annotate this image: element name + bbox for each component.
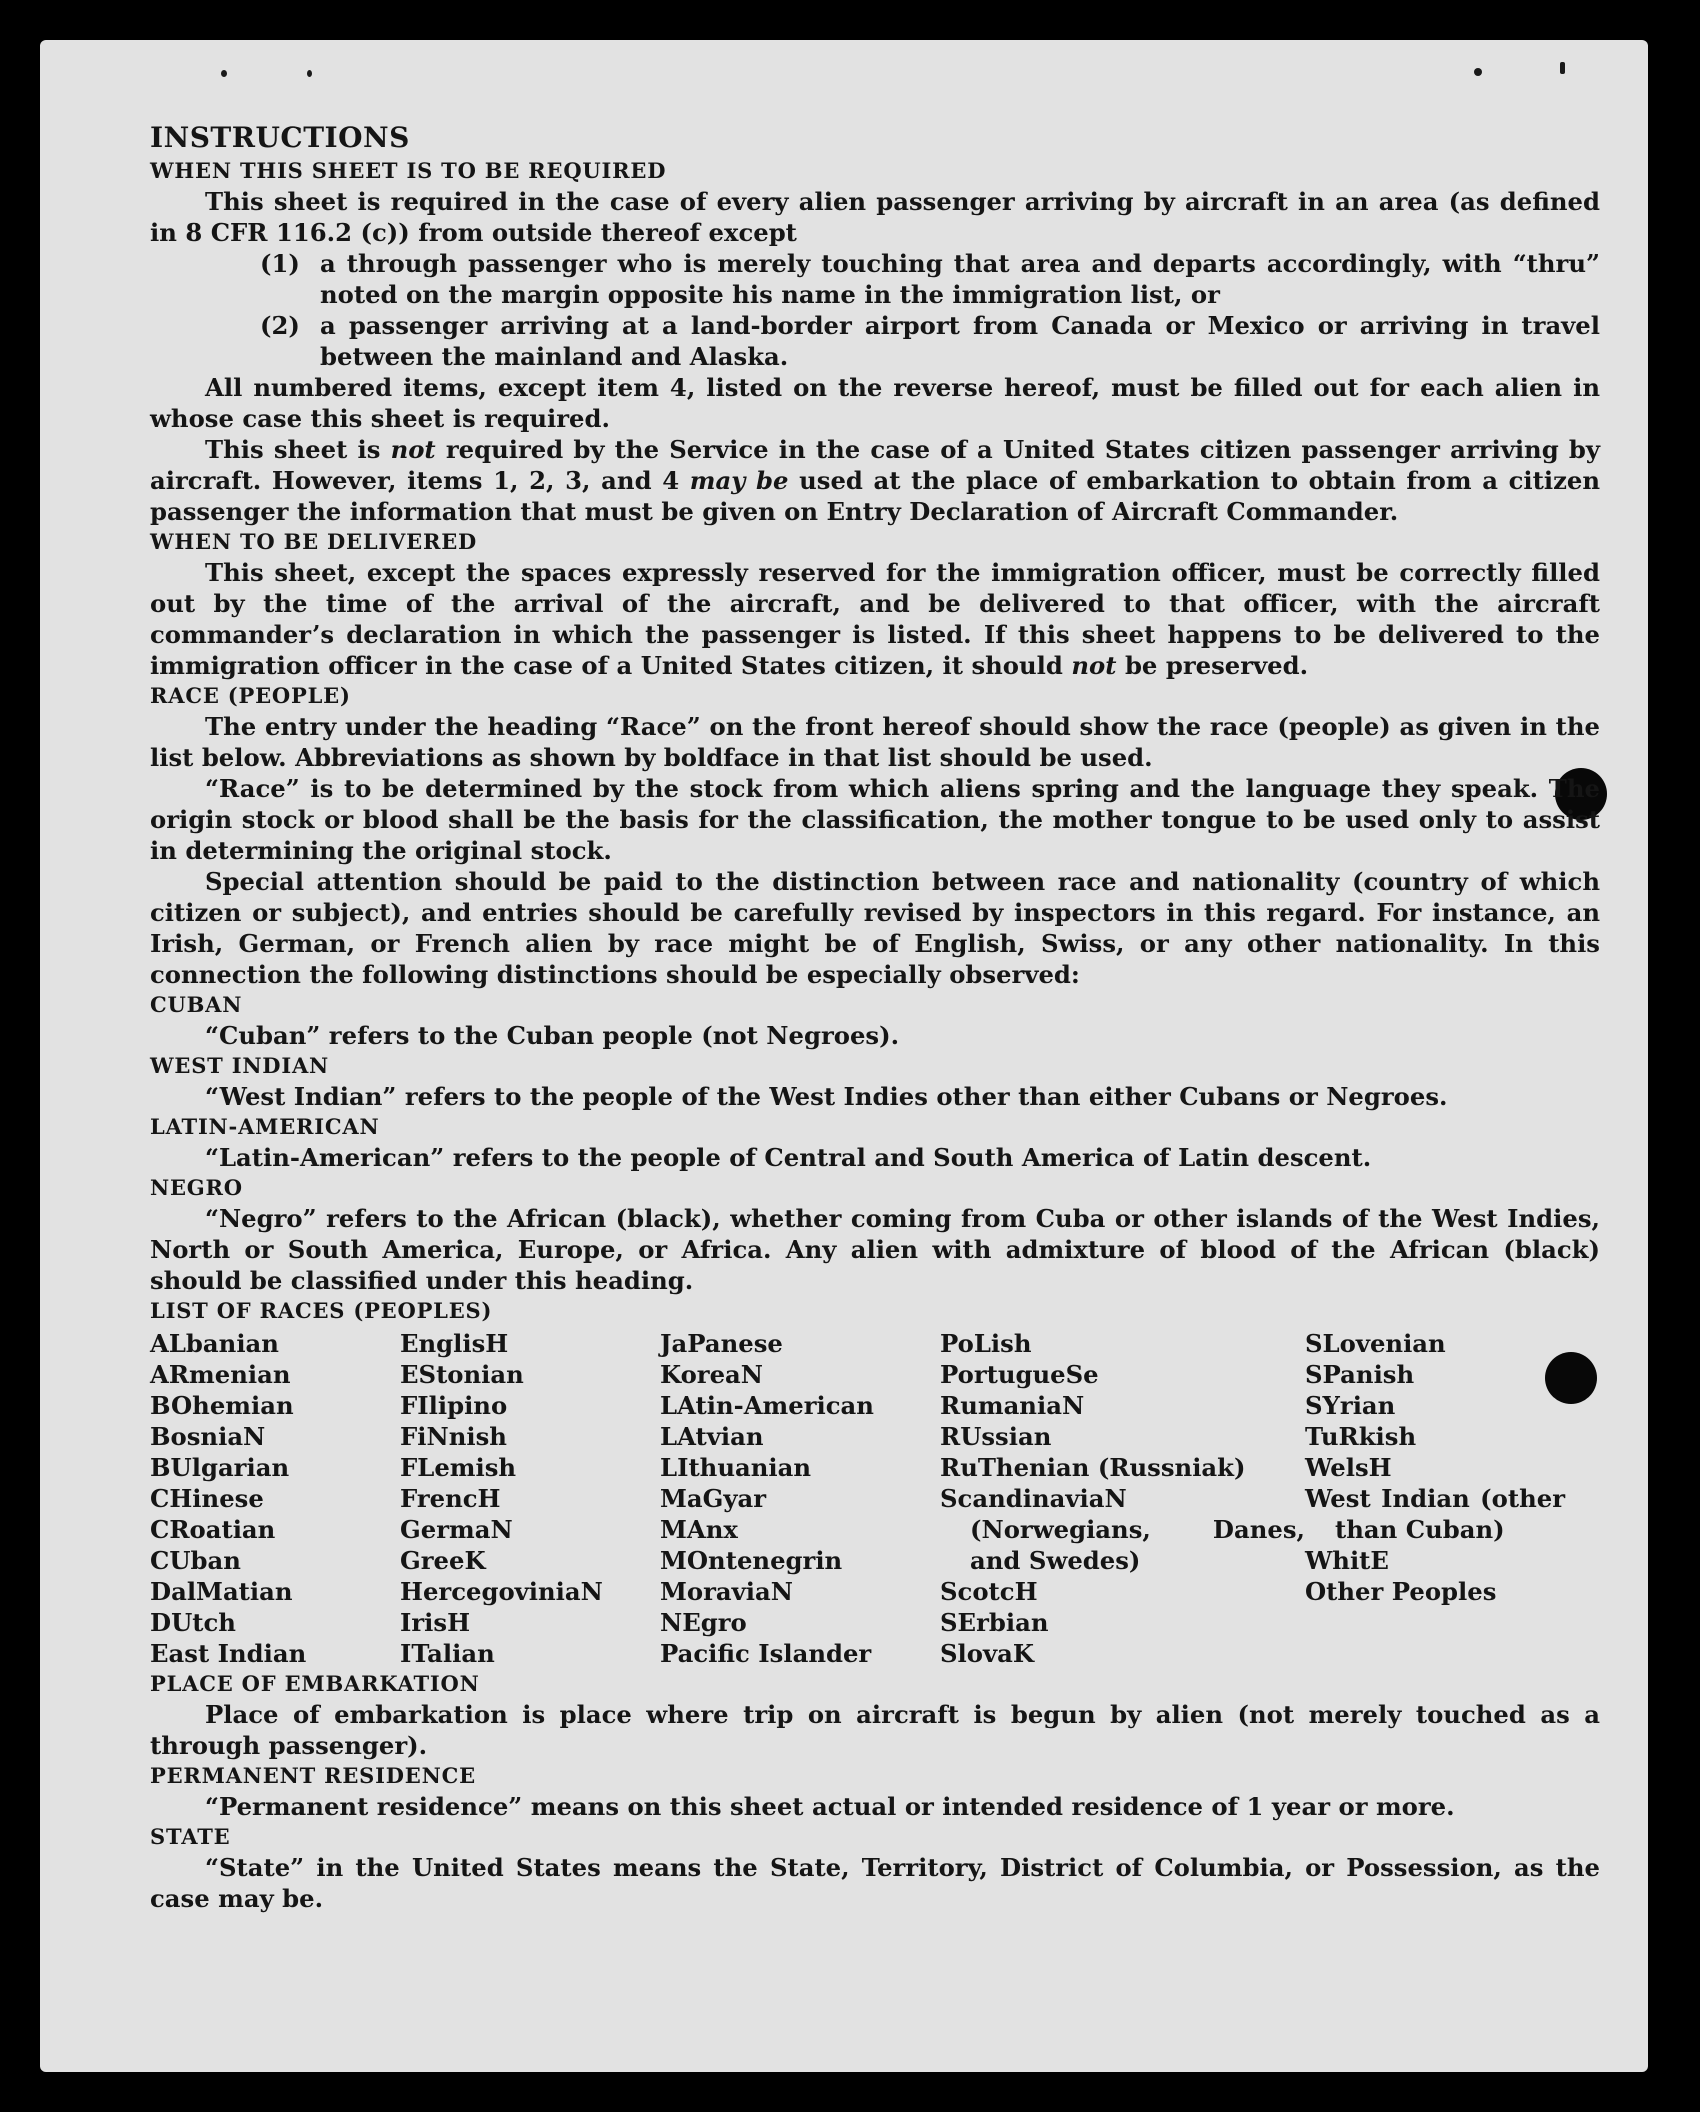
speck (307, 70, 312, 77)
race-entry: FiNnish (400, 1422, 507, 1451)
race-list (150, 1328, 1600, 1669)
race-entry: RUssian (940, 1422, 1052, 1451)
paragraph: All numbered items, except item 4, listed on the reverse hereof, must be filled out for each alien in whose case this sheet is required. (150, 373, 1600, 433)
race-entry: ScandinaviaN (Norwegians, Danes, and Swedes) (940, 1484, 1305, 1575)
race-column-3 (660, 1328, 940, 1669)
text-run: This sheet is (205, 435, 391, 464)
race-entry: LIthuanian (660, 1453, 812, 1482)
race-entry: LAtvian (660, 1422, 764, 1451)
list-item (150, 310, 1600, 372)
section-heading: WHEN THIS SHEET IS TO BE REQUIRED (150, 158, 667, 183)
paragraph: “Latin-American” refers to the people of Central and South America of Latin descent. (205, 1143, 1372, 1172)
paragraph: “Cuban” refers to the Cuban people (not Negroes). (205, 1021, 900, 1050)
paragraph: “Permanent residence” means on this sheet actual or intended residence of 1 year or more. (205, 1792, 1455, 1821)
document-page (40, 40, 1648, 2072)
race-entry: LAtin-American (660, 1391, 874, 1420)
paragraph: “West Indian” refers to the people of the West Indies other than either Cubans or Negroes. (205, 1082, 1448, 1111)
paragraph: The entry under the heading “Race” on the front hereof should show the race (people) as given in the list below. Abbreviations as shown by boldface in that list should be used. (150, 712, 1600, 772)
section-heading: WEST INDIAN (150, 1053, 330, 1078)
race-column-1 (150, 1328, 400, 1669)
text-run: required by the Service in the case of a United States citizen passenger arriving by aircraft. However, items 1, 2, 3, and 4 (150, 435, 1600, 495)
race-entry: SErbian (940, 1608, 1049, 1637)
race-entry: MoraviaN (660, 1577, 793, 1606)
race-entry: BosniaN (150, 1422, 266, 1451)
text-run: be preserved. (1116, 651, 1309, 680)
race-entry: NEgro (660, 1608, 747, 1637)
race-entry: CRoatian (150, 1515, 276, 1544)
race-entry: TuRkish (1305, 1422, 1417, 1451)
paragraph: “Negro” refers to the African (black), whether coming from Cuba or other islands of the West Indies, North or South America, Europe, or Africa. Any alien with admixture of blood of the African (black) should be classified under this heading. (150, 1204, 1600, 1295)
paragraph: “Race” is to be determined by the stock from which aliens spring and the language they speak. The origin stock or blood shall be the basis for the classification, the mother tongue to be used only to assist in determining the original stock. (150, 774, 1600, 865)
race-entry: MaGyar (660, 1484, 767, 1513)
paragraph: This sheet is required in the case of every alien passenger arriving by aircraft in an area (as defined in 8 CFR 116.2 (c)) from outside thereof except (150, 187, 1600, 247)
race-entry: DUtch (150, 1608, 236, 1637)
text-run-italic: may be (689, 466, 789, 495)
instructions-text (150, 120, 1600, 1914)
item-number: (2) (260, 311, 300, 340)
list-item (150, 248, 1600, 310)
race-entry: HercegoviniaN (400, 1577, 603, 1606)
section-heading: LATIN-AMERICAN (150, 1114, 380, 1139)
race-entry: West Indian (other than Cuban) (1305, 1484, 1565, 1544)
race-entry: ITalian (400, 1639, 495, 1668)
race-entry: WelsH (1305, 1453, 1392, 1482)
race-column-2 (400, 1328, 660, 1669)
paragraph: Place of embarkation is place where trip on aircraft is begun by alien (not merely touched as a through passenger). (150, 1700, 1600, 1760)
speck (1560, 62, 1565, 74)
race-entry: FLemish (400, 1453, 517, 1482)
section-heading: PERMANENT RESIDENCE (150, 1763, 476, 1788)
race-entry: PoLish (940, 1329, 1032, 1358)
paragraph (150, 557, 1600, 681)
race-entry: SlovaK (940, 1639, 1034, 1668)
section-heading: STATE (150, 1824, 231, 1849)
race-entry: BOhemian (150, 1391, 294, 1420)
race-entry: RumaniaN (940, 1391, 1085, 1420)
race-entry: EStonian (400, 1360, 524, 1389)
section-heading: PLACE OF EMBARKATION (150, 1671, 480, 1696)
race-entry: WhitE (1305, 1546, 1389, 1575)
race-entry: MAnx (660, 1515, 738, 1544)
race-entry: IrisH (400, 1608, 471, 1637)
race-entry: Pacific Islander (660, 1639, 872, 1668)
item-number: (1) (260, 249, 300, 278)
race-entry: GreeK (400, 1546, 486, 1575)
section-heading: CUBAN (150, 992, 243, 1017)
race-entry: CUban (150, 1546, 241, 1575)
race-entry: FrencH (400, 1484, 501, 1513)
race-entry: East Indian (150, 1639, 307, 1668)
paragraph: Special attention should be paid to the distinction between race and nationality (country of which citizen or subject), and entries should be carefully revised by inspectors in this regard. For instance, an Irish, German, or French alien by race might be of English, Swiss, or any other nationality. In this connection the following distinctions should be especially observed: (150, 867, 1600, 989)
section-heading: RACE (PEOPLE) (150, 683, 351, 708)
speck (221, 70, 227, 77)
race-entry: SPanish (1305, 1360, 1415, 1389)
section-heading: WHEN TO BE DELIVERED (150, 529, 478, 554)
race-entry: FIlipino (400, 1391, 508, 1420)
race-entry: ALbanian (150, 1329, 279, 1358)
text-run-italic: not (390, 435, 436, 464)
race-entry: DalMatian (150, 1577, 293, 1606)
race-entry: EnglisH (400, 1329, 509, 1358)
race-entry: ARmenian (150, 1360, 291, 1389)
section-heading: NEGRO (150, 1175, 243, 1200)
text-run: This sheet, except the spaces expressly reserved for the immigration officer, must be correctly filled out by the time of the arrival of the aircraft, and be delivered to that officer, with the aircraft commander’s declaration in which the passenger is listed. If this sheet happens to be delivered to the immigration officer in the case of a United States citizen, it should (150, 558, 1600, 680)
text-run-italic: not (1071, 651, 1117, 680)
text-run: used at the place of embarkation to obtain from a citizen passenger the information that must be given on Entry Declaration of Aircraft Commander. (150, 466, 1601, 526)
item-text: a passenger arriving at a land-border airport from Canada or Mexico or arriving in travel between the mainland and Alaska. (320, 311, 1600, 371)
item-text: a through passenger who is merely touching that area and departs accordingly, with “thru” noted on the margin opposite his name in the immigration list, or (320, 249, 1600, 309)
race-entry: CHinese (150, 1484, 264, 1513)
race-entry: BUlgarian (150, 1453, 290, 1482)
race-column-4 (940, 1328, 1305, 1669)
race-entry: Other Peoples (1305, 1577, 1497, 1606)
race-entry: RuThenian (Russniak) (940, 1453, 1246, 1482)
race-entry: PortugueSe (940, 1360, 1099, 1389)
race-entry: JaPanese (660, 1329, 783, 1358)
page-title: INSTRUCTIONS (150, 121, 410, 154)
race-entry: GermaN (400, 1515, 513, 1544)
paragraph (150, 434, 1600, 527)
race-entry: KoreaN (660, 1360, 764, 1389)
paragraph: “State” in the United States means the State, Territory, District of Columbia, or Possession, as the case may be. (150, 1853, 1600, 1913)
race-column-5 (1305, 1328, 1565, 1669)
race-entry: SLovenian (1305, 1329, 1446, 1358)
race-entry: MOntenegrin (660, 1546, 843, 1575)
speck (1474, 68, 1482, 76)
race-entry: SYrian (1305, 1391, 1396, 1420)
race-entry: ScotcH (940, 1577, 1038, 1606)
section-heading: LIST OF RACES (PEOPLES) (150, 1298, 493, 1323)
